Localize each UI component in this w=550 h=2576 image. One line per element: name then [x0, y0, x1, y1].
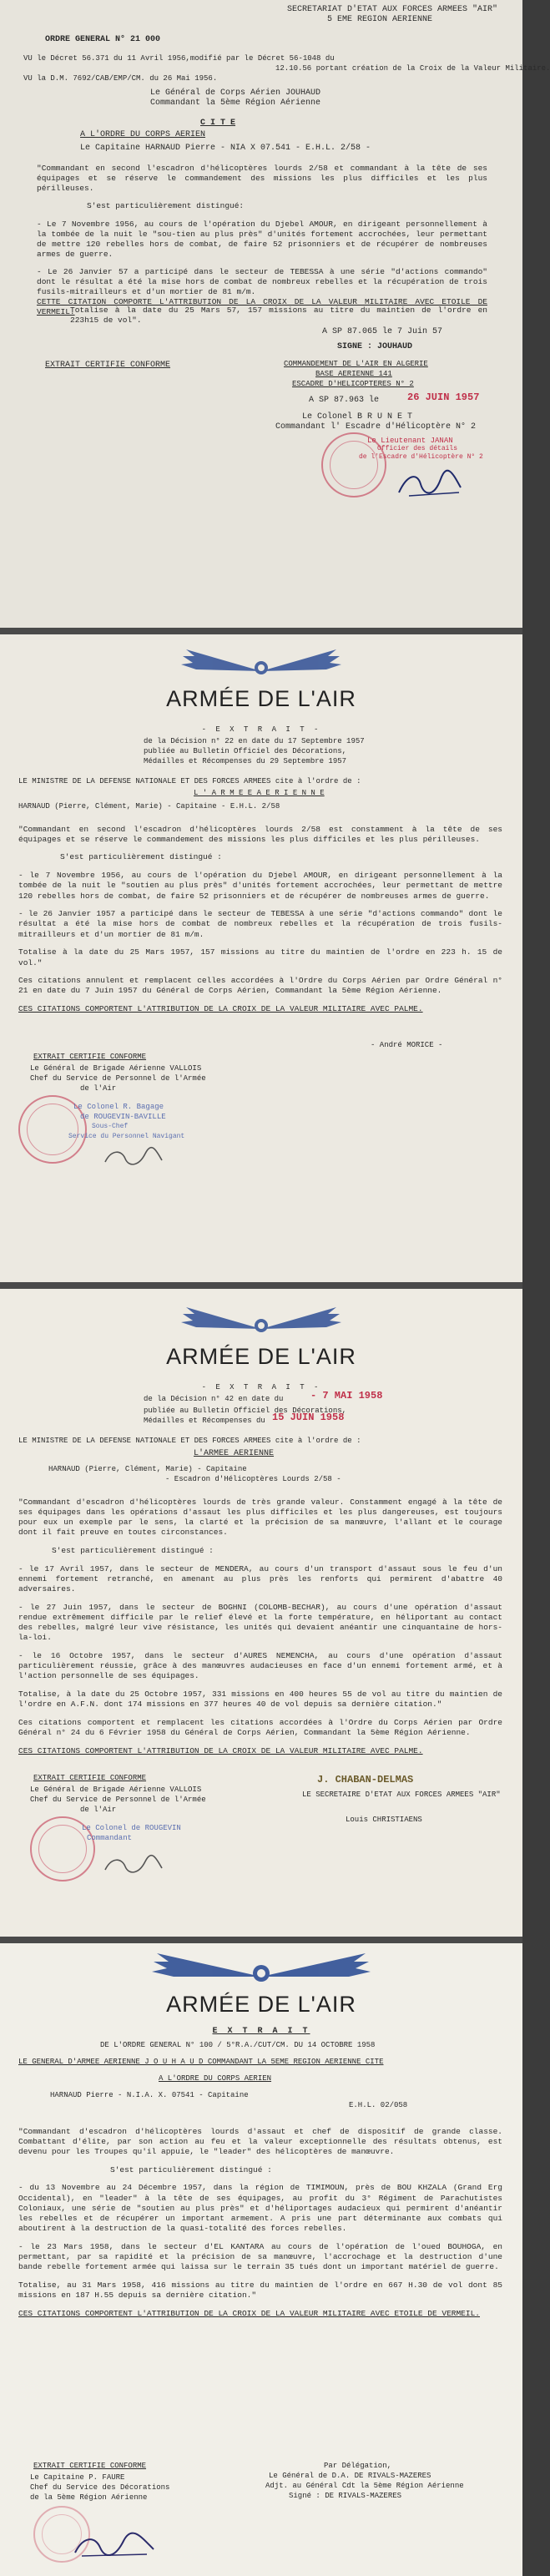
para-6: CES CITATIONS COMPORTENT L'ATTRIBUTION DE LA CROIX DE LA VALEUR MILITAIRE AVEC ETOILE DE VERMEIL.: [18, 2308, 480, 2318]
para-1: "Commandant en second l'escadron d'hélicoptères lourds 2/58 est constamment à la tête de ses équipages et se réserve le commandement des missions les plus difficiles et les plus périlleuses.: [18, 824, 502, 844]
decision-line-2: Médailles et Récompenses du: [144, 1417, 265, 1425]
extract-certified-label: EXTRAIT CERTIFIE CONFORME: [33, 1774, 147, 1782]
para-1: "Commandant d'escadron d'hélicoptères lourds de très grande valeur. Constamment engagé à la tête de ses équipages dans les opérations d'assaut les plus difficiles et les plus dangereuses, est toujours pour eux un exemple par le sens, la clarté et la précision de sa manœuvre, l'allant et le courage dont il fait preuve en toutes circonstances.: [18, 1497, 502, 1538]
signer: - André MORICE -: [371, 1041, 443, 1049]
decision-line-2: publiée au Bulletin Officiel des Décorations,: [144, 747, 347, 755]
citation-document-3: [0, 1289, 522, 1937]
citation-document-4: [0, 1943, 522, 2576]
right-line-3: Adjt. au Général Cdt la 5ème Région Aérienne: [265, 2482, 464, 2490]
general-line-3: de l'Air: [80, 1084, 117, 1093]
general-line: LE GENERAL D'ARMEE AERIENNE J O U H A U D COMMANDANT LA 5EME REGION AERIENNE CITE: [18, 2058, 384, 2066]
decision-line-3: Médailles et Récompenses du 29 Septembre 1957: [144, 757, 347, 765]
para-6: Ces citations annulent et remplacent celles accordées à l'Ordre du Corps Aérien par Ordre Général n° 21 en date du 7 Juin 1957 du Général de Corps Aérien, Commandant la 5ème Région Aérienne.: [18, 976, 502, 996]
document-title: ARMÉE DE L'AIR: [166, 1992, 356, 2017]
general-line-2: Chef du Service de Personnel de l'Armée: [30, 1074, 206, 1083]
right-line-1: Par Délégation,: [324, 2462, 392, 2470]
extrait-heading: - E X T R A I T -: [201, 725, 321, 734]
left-line-3: de la 5ème Région Aérienne: [30, 2493, 148, 2502]
stamp-line-2: Commandant: [87, 1834, 133, 1842]
air-force-wings-emblem: [178, 646, 345, 684]
page-separator: [0, 1282, 522, 1289]
right-line-4: Signé : DE RIVALS-MAZERES: [289, 2492, 402, 2500]
air-force-wings-emblem: [149, 1950, 374, 1992]
para-4: - le 26 Janvier 1957 a participé dans le secteur de TEBESSA à une série "d'actions commando" dont le résultat a été la mise hors de combat de nombreux rebelles et la récupération de trois fusils-mitrailleurs et d'un mortier de 81 m/m.: [18, 909, 502, 939]
para-5: Totalise, au 31 Mars 1958, 416 missions au titre du maintien de l'ordre en 667 H.30 de vol dont 85 missions en 187 H.55 depuis sa dernière citation.": [18, 2280, 502, 2301]
general-line-1: Le Général de Corps Aérien JOUHAUD: [150, 88, 321, 98]
page-separator: [0, 628, 522, 634]
red-stamp-line-1: Le Lieutenant JANAN: [367, 437, 453, 445]
general-line-2: Chef du Service de Personnel de l'Armée: [30, 1796, 206, 1804]
person-line: HARNAUD (Pierre, Clément, Marie) - Capitaine: [48, 1465, 247, 1473]
para-5: Totalise à la date du 25 Mars 57, 157 missions au titre du maintien de l'ordre en 223h15 de vol".: [70, 305, 487, 325]
para-2: S'est particulièrement distingué:: [87, 201, 245, 210]
ordre-line: A L'ORDRE DU CORPS AERIEN: [159, 2074, 272, 2083]
page-separator: [0, 1937, 522, 1943]
command-block-1: COMMANDEMENT DE L'AIR EN ALGERIE: [284, 360, 428, 368]
extract-certified-label: EXTRAIT CERTIFIE CONFORME: [33, 1053, 147, 1061]
para-4: - Le 26 Janvier 57 a participé dans le secteur de TEBESSA à une série "d'actions commando" dont le résultat a été la mise hors de combat de nombreux rebelles et la récupération de trois fusils-mitrailleurs et d'un mortier de 81 m/m.: [37, 267, 487, 296]
air-force-wings-emblem: [178, 1304, 345, 1342]
para-7: CES CITATIONS COMPORTENT L'ATTRIBUTION DE LA CROIX DE LA VALEUR MILITAIRE AVEC PALME.: [18, 1004, 423, 1014]
vu-line-2: 12.10.56 portant création de la Croix de la Valeur Militaire.: [275, 64, 550, 73]
order-line: DE L'ORDRE GENERAL N° 100 / 5°R.A./CUT/CM. DU 14 OCTOBRE 1958: [100, 2041, 376, 2049]
para-5: Totalise à la date du 25 Mars 1957, 157 missions au titre du maintien de l'ordre en 223 h. 15 de vol.": [18, 947, 502, 967]
minister-line: LE MINISTRE DE LA DEFENSE NATIONALE ET DES FORCES ARMEES cite à l'ordre de :: [18, 777, 361, 785]
cite-ordre: A L'ORDRE DU CORPS AERIEN: [80, 130, 206, 139]
general-line-1: Le Général de Brigade Aérienne VALLOIS: [30, 1786, 202, 1794]
command-block-2: BASE AERIENNE 141: [315, 370, 392, 378]
citation-document-2: [0, 634, 522, 1282]
citation-document-1: [0, 0, 550, 628]
para-4: - le 23 Mars 1958, dans le secteur d'EL KANTARA au cours de l'opération de l'oued BOUHOGA, en permettant, par sa rapidité et la précision de sa manœuvre, l'accrochage et la destruction d'une bande rebelle fortement armée qui laissa sur le terrain 35 tués dont un important matériel de guerre.: [18, 2241, 502, 2272]
extrait-heading: - E X T R A I T -: [201, 1383, 321, 1392]
secretary-name: Louis CHRISTIAENS: [346, 1816, 422, 1824]
para-5: - le 16 Octobre 1957, dans le secteur d'AURES NEMENCHA, au cours d'une opération d'assaut particulièrement réussie, grâce à des manœuvres audacieuses en face d'un ennemi fortement armé, et à l'action personnelle de ses équipages.: [18, 1650, 502, 1681]
handwritten-signature: [100, 1853, 167, 1876]
para-8: CES CITATIONS COMPORTENT L'ATTRIBUTION DE LA CROIX DE LA VALEUR MILITAIRE AVEC PALME.: [18, 1745, 423, 1755]
decision-line-1: publiée au Bulletin Officiel des Décorations,: [144, 1407, 347, 1415]
signer: J. CHABAN-DELMAS: [317, 1774, 414, 1786]
left-line-2: Chef du Service des Décorations: [30, 2483, 170, 2492]
order-number: ORDRE GENERAL N° 21 000: [45, 35, 161, 44]
person-line: HARNAUD (Pierre, Clément, Marie) - Capitaine - E.H.L. 2/58: [18, 802, 280, 811]
colonel-line-1: Le Colonel B R U N E T: [302, 412, 413, 422]
red-stamp-line-2: Officier des détails: [377, 445, 458, 452]
document-title: ARMÉE DE L'AIR: [166, 1344, 356, 1369]
stamp-line-4: Service du Personnel Navigant: [68, 1133, 185, 1140]
general-line-2: Commandant la 5ème Région Aérienne: [150, 98, 321, 108]
right-line-2: Le Général de D.A. DE RIVALS-MAZERES: [269, 2472, 431, 2480]
para-1: "Commandant en second l'escadron d'hélicoptères lourds 2/58 et commandant à la tête de ses équipages et se réserve le commandement des missions les plus difficiles et les plus périlleuses.: [37, 163, 487, 193]
cite-title: C I T E: [200, 119, 236, 128]
stamp-line-1: Le Colonel de ROUGEVIN: [82, 1824, 181, 1832]
citation-body: [18, 2119, 502, 2327]
para-6: Totalise, à la date du 25 Octobre 1957, 331 missions en 400 heures 55 de vol au titre du maintien de l'ordre en A.F.N. dont 174 missions en 377 heures 40 de vol depuis sa dernière citation.": [18, 1690, 502, 1710]
header-right-line-1: SECRETARIAT D'ETAT AUX FORCES ARMEES "AIR": [287, 5, 498, 14]
left-line-1: Le Capitaine P. FAURE: [30, 2473, 125, 2482]
citation-body: [18, 816, 502, 1023]
person-line: Le Capitaine HARNAUD Pierre - NIA X 07.541 - E.H.L. 2/58 -: [80, 144, 371, 153]
handwritten-signature: [100, 1145, 167, 1169]
para-3: - Le 7 Novembre 1956, au cours de l'opération du Djebel AMOUR, en dirigeant personnellement à la tombée de la nuit le "sou-tien au plus près" d'unités fortement accrochées, leur permettant de mettre 120 rebelles hors de combat, de faire 52 prisonniers et de récupérer de nombreuses armes de guerre.: [37, 219, 487, 259]
secretary-title: LE SECRETAIRE D'ETAT AUX FORCES ARMEES "AIR": [302, 1791, 501, 1799]
extract-certified-label: EXTRAIT CERTIFIE CONFORME: [33, 2462, 147, 2470]
person-sub: E.H.L. 02/058: [349, 2101, 408, 2109]
handwritten-signature: [70, 2531, 162, 2561]
place-date-1: A SP 87.065 le 7 Juin 57: [322, 327, 443, 336]
para-7: Ces citations comportent et remplacent les citations accordées à l'Ordre du Corps Aérien par Ordre Général n° 24 du 6 Février 1958 du Général de Corps Aérien, Commandant la 5ème Région Aérienne.: [18, 1717, 502, 1738]
person-line: HARNAUD Pierre - N.I.A. X. 07541 - Capitaine: [50, 2091, 249, 2099]
colonel-line-2: Commandant l' Escadre d'Hélicoptère N° 2: [275, 422, 477, 432]
stamp-line-3: Sous-Chef: [92, 1123, 129, 1130]
vu-line-1: VU le Décret 56.371 du 11 Avril 1956,modifié par le Décret 56-1048 du: [23, 54, 335, 63]
decision-line-1: de la Décision n° 22 en date du 17 Septembre 1957: [144, 737, 365, 745]
general-line-3: de l'Air: [80, 1806, 117, 1814]
citation-body: [18, 1489, 502, 1765]
command-block-3: ESCADRE D'HELICOPTERES N° 2: [292, 380, 414, 388]
para-2: S'est particulièrement distingué :: [110, 2164, 272, 2174]
stamp-line-2: de ROUGEVIN-BAVILLE: [80, 1113, 166, 1121]
decision-prefix: de la Décision n° 42 en date du: [144, 1395, 284, 1403]
date-stamp: 26 JUIN 1957: [407, 391, 480, 403]
para-3: - le 7 Novembre 1956, au cours de l'opération du Djebel AMOUR, en dirigeant personnellement à la tombée de la nuit le "soutien au plus près" d'unités fortement accrochées, leur permettant de mettre 120 rebelles hors de combat, de faire 52 prisonniers et de récupérer de nombreuses armes de guerre.: [18, 871, 502, 901]
decision-date-stamp: - 7 MAI 1958: [310, 1390, 383, 1402]
document-title: ARMÉE DE L'AIR: [166, 686, 356, 711]
minister-line: LE MINISTRE DE LA DEFENSE NATIONALE ET DES FORCES ARMEES cite à l'ordre de :: [18, 1437, 361, 1445]
citation-note: CETTE CITATION COMPORTE L'ATTRIBUTION DE LA CROIX DE LA VALEUR MILITAIRE AVEC ETOILE DE VERMEIL.: [37, 297, 487, 316]
extrait-heading: E X T R A I T: [212, 2027, 310, 2036]
person-sub: - Escadron d'Hélicoptères Lourds 2/58 -: [165, 1475, 341, 1483]
header-right-line-2: 5 EME REGION AERIENNE: [327, 15, 433, 24]
para-2: S'est particulièrement distingué :: [60, 852, 222, 862]
place-date-2: A SP 87.963 le: [309, 396, 380, 405]
para-3: - du 13 Novembre au 24 Décembre 1957, dans la région de TIMIMOUN, près de BOU KHZALA (Grand Erg Occidental), en "leader" à la tête de ses équipages, au profit du 3° Régiment de Parachutistes Coloniaux, une série de "soutien au plus près" et d'héliportages audacieux qui permirent d'anéantir les rebelles et de récupérer un important armement. A pris une part déterminante aux combats qui aboutirent à la destruction de la quasi-totalité des forces rebelles.: [18, 2183, 502, 2234]
ordre-line: L ' A R M E E A E R I E N N E: [194, 789, 325, 797]
extract-certified-label: EXTRAIT CERTIFIE CONFORME: [45, 361, 171, 370]
ordre-line: L'ARMEE AERIENNE: [194, 1449, 275, 1458]
stamp-line-1: Le Colonel R. Bagage: [73, 1103, 164, 1111]
para-1: "Commandant d'escadron d'hélicoptères lourds d'assaut et chef de dispositif de grande classe. Combattant d'élite, par son action au feu et la valeur exceptionnelle des résultats obtenus, est devenu pour les Troupes qu'il appuie, le "leader" des hélicoptères de manœuvre.: [18, 2126, 502, 2156]
para-3: - le 17 Avril 1957, dans le secteur de MENDERA, au cours d'un transport d'assaut sous le feu d'un ennemi fortement retranché, en amenant au plus près les renforts qui permirent d'abattre 40 adversaires.: [18, 1563, 502, 1594]
red-stamp-line-3: de l'Escadre d'Hélicoptère N° 2: [359, 453, 483, 461]
general-line-1: Le Général de Brigade Aérienne VALLOIS: [30, 1064, 202, 1073]
vu-line-3: VU la D.M. 7692/CAB/EMP/CM. du 26 Mai 1956.: [23, 74, 218, 83]
para-2: S'est particulièrement distingué :: [52, 1545, 214, 1555]
para-4: - le 27 Juin 1957, dans le secteur de BOGHNI (COLOMB-BECHAR), au cours d'une opération d'assaut rendue extrêmement difficile par le relief élevé et la forte température, en héliportant au contact des rebelles, malgré leur vive résistance, les unités qui devaient anéantir une cinquantaine de hors-la-loi.: [18, 1602, 502, 1643]
handwritten-signature: [392, 467, 467, 501]
publication-date-stamp: 15 JUIN 1958: [272, 1412, 345, 1423]
signed-1: SIGNE : JOUHAUD: [337, 342, 413, 351]
